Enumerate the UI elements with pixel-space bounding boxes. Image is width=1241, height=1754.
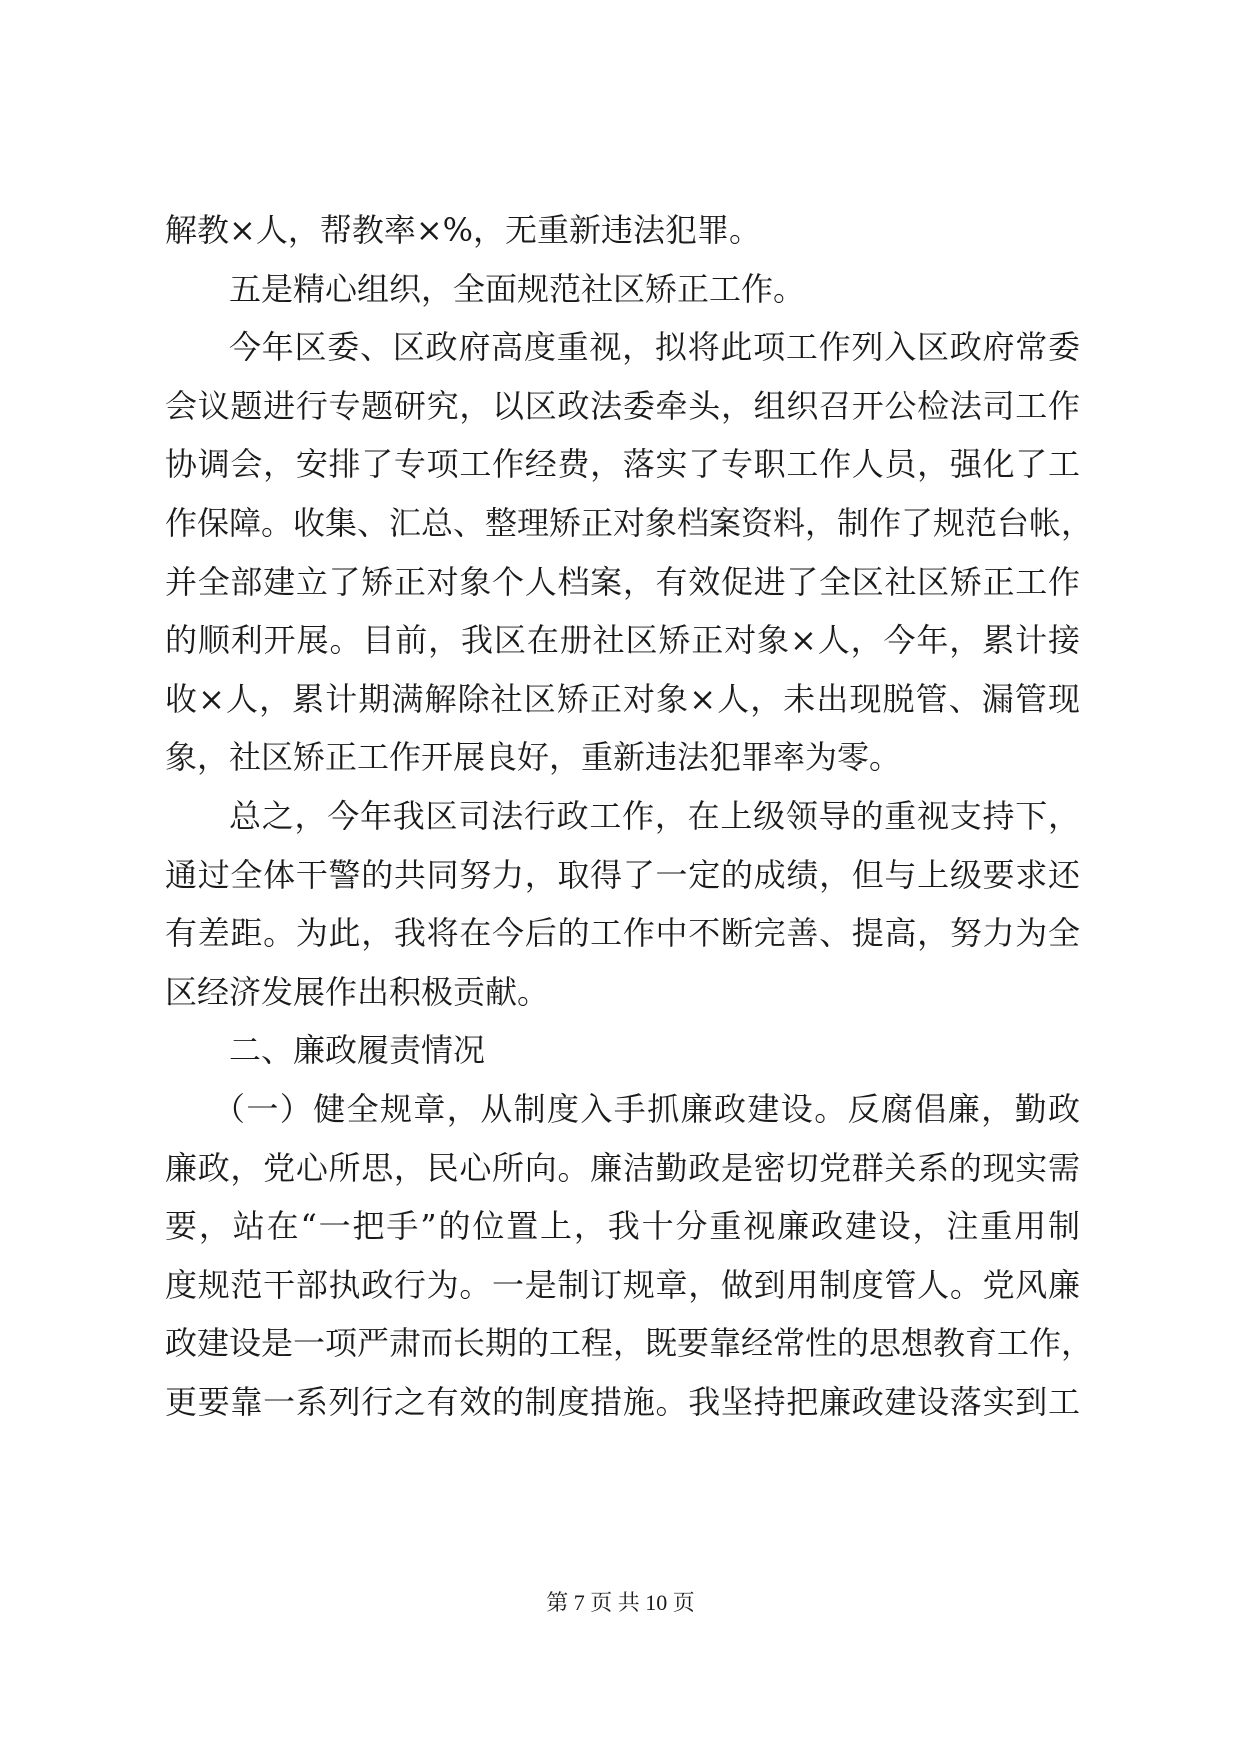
text-line: 并全部建立了矫正对象个人档案，有效促进了全区社区矫正工作 <box>165 562 1080 601</box>
section-heading: 二、廉政履责情况 <box>229 1031 486 1070</box>
text-line: 区经济发展作出积极贡献。 <box>165 972 550 1011</box>
text-line: 廉政，党心所思，民心所向。廉洁勤政是密切党群关系的现实需 <box>165 1148 1080 1187</box>
text-line: 收×人，累计期满解除社区矫正对象×人，未出现脱管、漏管现 <box>165 679 1080 718</box>
text-line: 作保障。收集、汇总、整理矫正对象档案资料，制作了规范台帐， <box>165 503 1094 542</box>
text-line: （一）健全规章，从制度入手抓廉政建设。反腐倡廉，勤政 <box>213 1089 1080 1128</box>
text-line: 的顺利开展。目前，我区在册社区矫正对象×人，今年，累计接 <box>165 621 1080 660</box>
text-line: 象，社区矫正工作开展良好，重新违法犯罪率为零。 <box>165 738 902 777</box>
text-line: 政建设是一项严肃而长期的工程，既要靠经常性的思想教育工作， <box>165 1324 1094 1363</box>
text-line: 总之，今年我区司法行政工作，在上级领导的重视支持下， <box>229 796 1080 835</box>
page-number-footer: 第 7 页 共 10 页 <box>546 1590 695 1615</box>
text-line: 有差距。为此，我将在今后的工作中不断完善、提高，努力为全 <box>165 914 1080 953</box>
text-line: 更要靠一系列行之有效的制度措施。我坚持把廉政建设落实到工 <box>165 1382 1080 1421</box>
text-line: 度规范干部执政行为。一是制订规章，做到用制度管人。党风廉 <box>165 1265 1080 1304</box>
text-line: 要，站在“一把手”的位置上，我十分重视廉政建设，注重用制 <box>165 1207 1080 1246</box>
body-text <box>165 201 1094 1431</box>
text-line: 通过全体干警的共同努力，取得了一定的成绩，但与上级要求还 <box>165 855 1080 894</box>
text-line: 会议题进行专题研究，以区政法委牵头，组织召开公检法司工作 <box>165 386 1080 425</box>
text-line: 解教×人，帮教率×%，无重新违法犯罪。 <box>165 211 762 249</box>
text-line: 协调会，安排了专项工作经费，落实了专职工作人员，强化了工 <box>165 445 1080 484</box>
text-line: 五是精心组织，全面规范社区矫正工作。 <box>229 269 806 308</box>
text-line: 今年区委、区政府高度重视，拟将此项工作列入区政府常委 <box>229 328 1080 367</box>
